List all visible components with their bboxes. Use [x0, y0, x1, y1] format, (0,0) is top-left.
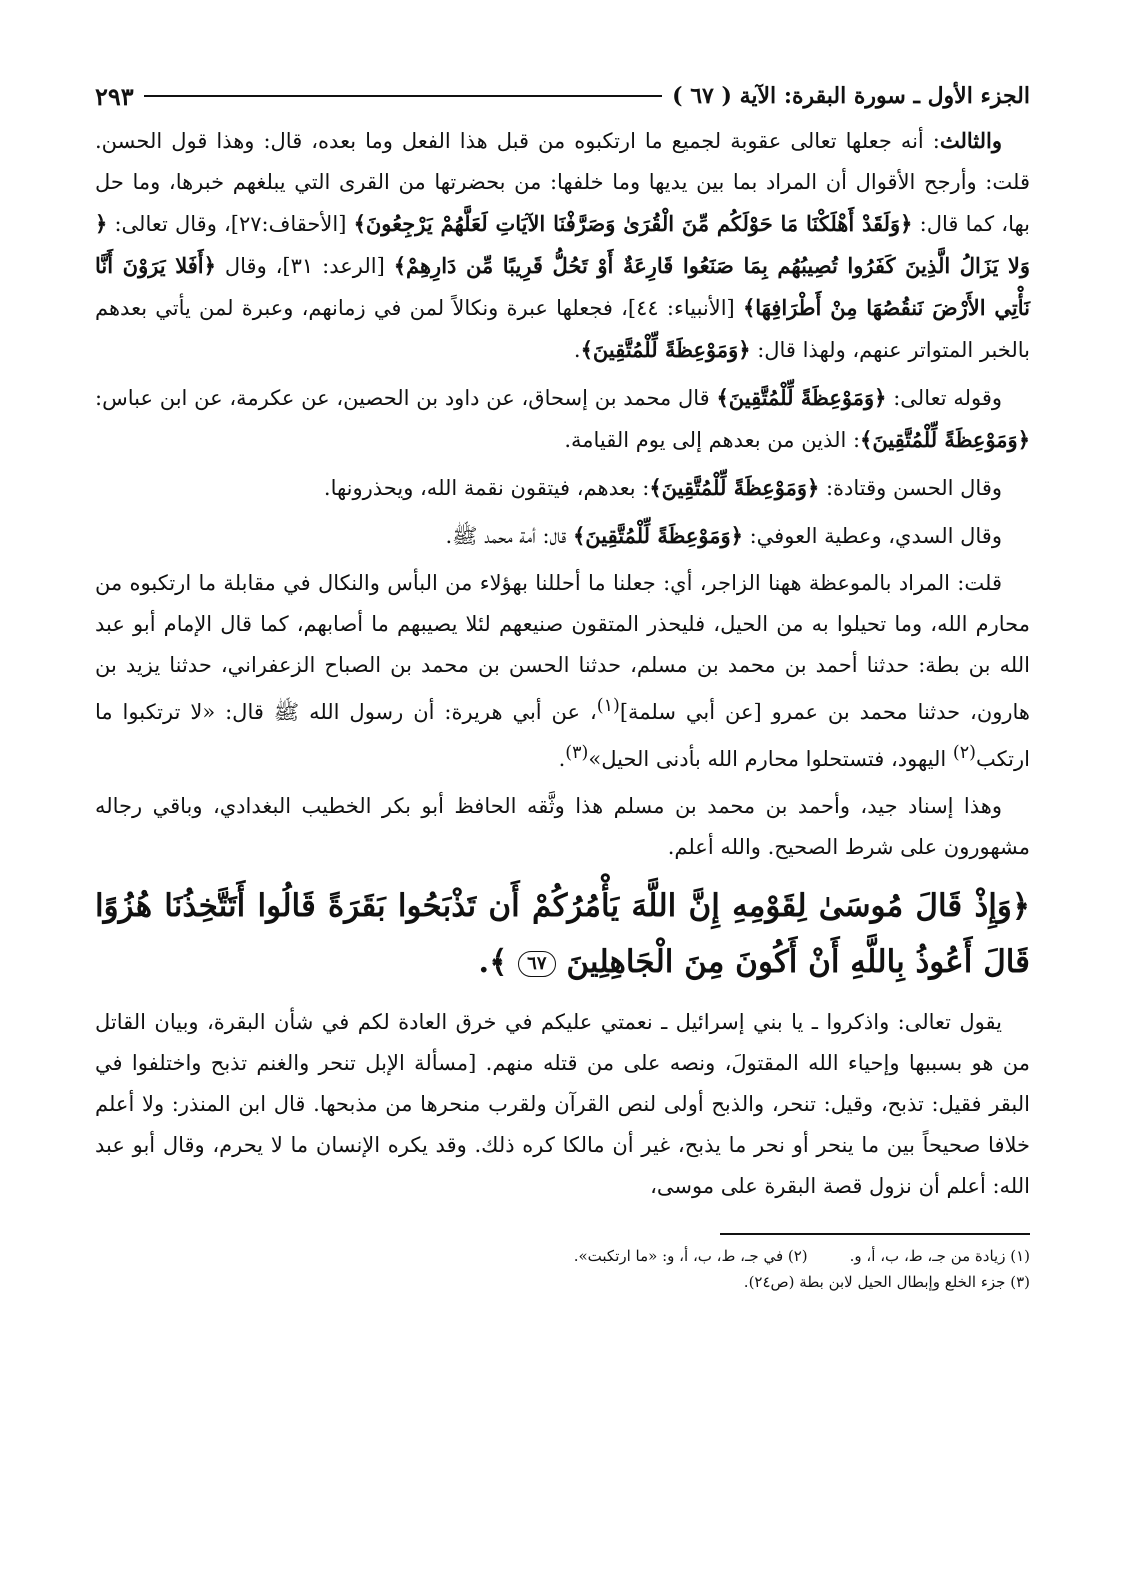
footnote-2: (٢) في جـ، ط، ب، أ، و: «ما ارتكبت».: [573, 1247, 808, 1265]
paragraph-2: [95, 377, 1030, 461]
paragraph-1: [95, 120, 1030, 371]
paragraph-4: [95, 515, 1030, 557]
main-text: [95, 120, 1030, 1207]
footnote-1: (١) زيادة من جـ، ط، ب، أ، و.: [849, 1247, 1030, 1265]
paragraph-text: [الأحقاف:٢٧]، وقال تعالى:: [107, 212, 354, 236]
paragraph-5: [95, 563, 1030, 780]
footnote-rule: [720, 1233, 1030, 1235]
running-header: [95, 78, 1030, 114]
verse-close: ﴾.: [478, 944, 508, 980]
page: [95, 78, 1030, 1295]
paragraph-lead: والثالث: [939, 128, 1002, 153]
paragraph-6: وهذا إسناد جيد، وأحمد بن محمد بن مسلم هذا وثَّقه الحافظ أبو بكر الخطيب البغدادي، وباقي رجاله مشهورون على شرط الصحيح. والله أعلم.: [95, 794, 1030, 859]
quran-quote: ﴿وَمَوْعِظَةً لِّلْمُتَّقِينَ﴾: [580, 337, 751, 362]
paragraph-text: : الذين من بعدهم إلى يوم القيامة.: [564, 428, 861, 452]
paragraph-text: وقال الحسن وقتادة:: [819, 476, 1002, 500]
quran-quote: ﴿وَمَوْعِظَةً لِّلْمُتَّقِينَ﴾: [572, 523, 743, 548]
footnote-ref[interactable]: (٢): [952, 743, 976, 763]
paragraph-text: وقال السدي، وعطية العوفي:: [742, 524, 1002, 548]
header-rule: [144, 95, 662, 97]
paragraph-text: وقوله تعالى:: [886, 386, 1003, 410]
paragraph-text: .: [573, 338, 581, 362]
paragraph-text: قلت: المراد بالموعظة ههنا الزاجر، أي: جعلنا ما أحللنا بهؤلاء من البأس والنكال في مقابلة ما ارتكبوه من محارم الله، وما تحيلوا به من الحيل، فليحذر المتقون صنيعهم لئلا يصيبهم ما أصابهم، كما قال الإمام أبو عبد الله بن بطة: حدثنا أحمد بن محمد بن مسلم، حدثنا الحسن بن محمد بن الصباح الزعفراني، حدثنا يزيد بن هارون، حدثنا محمد بن عمرو [عن أبي سلمة]: [95, 571, 1031, 724]
footnote-3: (٣) جزء الخلع وإبطال الحيل لابن بطة (ص٢٤).: [743, 1273, 1030, 1291]
paragraph-3: [95, 467, 1030, 509]
quran-quote: ﴿وَمَوْعِظَةً لِّلْمُتَّقِينَ﴾: [649, 475, 820, 500]
paragraph-text: : أنه جعلها تعالى عقوبة لجميع ما ارتكبوه من قبل هذا الفعل وما بعده، قال: وهذا قول الحسن. قلت: وأرجح الأقوال أن المراد بما بين يديها وما خلفها: من بحضرتها من القرى التي يبلغهم خبرها، وما حل بها، كما قال:: [95, 129, 1030, 236]
paragraph-7: يقول تعالى: واذكروا ـ يا بني إسرائيل ـ نعمتي عليكم في خرق العادة لكم في شأن البقرة، وبيان القاتل من هو بسببها وإحياء الله المقتولَ، ونصه على من قتله منهم. [مسألة الإبل تنحر والغنم تذبح واختلفوا في البقر فقيل: تذبح، وقيل: تنحر، والذبح أولى لنص القرآن ولقرب منحرها من مذبحها. قال ابن المنذر: ولا أعلم خلافا صحيحاً بين ما ينحر أو نحر ما يذبح، غير أن مالكا كره ذلك. وقد يكره الإنسان ما لا يحرم، وقال أبو عبد الله: أعلم أن نزول قصة البقرة على موسى،: [95, 1010, 1030, 1198]
paragraph-text: اليهود، فتستحلوا محارم الله بأدنى الحيل»: [588, 747, 953, 771]
footnote-ref[interactable]: (١): [596, 696, 620, 716]
paragraph-text: قال محمد بن إسحاق، عن داود بن الحصين، عن عكرمة، عن ابن عباس:: [95, 386, 717, 410]
quran-quote: ﴿أَفَلا يَرَوْنَ أَنَّا نَأْتِي الأَرْضَ نَنقُصُهَا مِنْ أَطْرَافِهَا﴾: [95, 253, 1030, 320]
verse-text: ﴿وَإِذْ قَالَ مُوسَىٰ لِقَوْمِهِ إِنَّ اللَّهَ يَأْمُرُكُمْ أَن تَذْبَحُوا بَقَرَةً قَالُوا أَتَتَّخِذُنَا هُزُوًا قَالَ أَعُوذُ بِاللَّهِ أَنْ أَكُونَ مِنَ الْجَاهِلِينَ: [95, 888, 1030, 980]
paragraph-text: .: [558, 747, 566, 771]
header-title: الجزء الأول ـ سورة البقرة: الآية ( ٦٧ ): [672, 83, 1030, 109]
quran-quote: ﴿وَمَوْعِظَةً لِّلْمُتَّقِينَ﴾: [716, 385, 887, 410]
quran-quote: ﴿ وَلا يَزَالُ الَّذِينَ كَفَرُوا تُصِيبُهُم بِمَا صَنَعُوا قَارِعَةٌ أَوْ تَحُلُّ قَرِيبًا مِّن دَارِهِمْ﴾: [95, 211, 1030, 278]
verse-block: [95, 878, 1030, 990]
footnote-ref[interactable]: (٣): [565, 743, 589, 763]
footnote-line-1: [95, 1243, 1030, 1269]
quran-quote: ﴿وَلَقَدْ أَهْلَكْنَا مَا حَوْلَكُم مِّنَ الْقُرَىٰ وَصَرَّفْنَا الآيَاتِ لَعَلَّهُمْ يَرْجِعُونَ﴾: [353, 211, 913, 236]
paragraph-text: [الأنبياء: ٤٤]، فجعلها عبرة ونكالاً لمن في زمانهم، وعبرة لمن يأتي بعدهم بالخبر المتواتر عنهم، ولهذا قال:: [95, 296, 1030, 362]
quran-quote: ﴿وَمَوْعِظَةً لِّلْمُتَّقِينَ﴾: [860, 427, 1030, 452]
verse-number-badge: ٦٧: [518, 951, 555, 977]
page-number: ٢٩٣: [95, 81, 134, 111]
paragraph-text: [الرعد: ٣١]، وقال: [215, 254, 394, 278]
paragraph-text: ، عن أبي هريرة: أن رسول الله ﷺ قال: «لا ترتكبوا ما ارتكب: [95, 700, 1030, 771]
paragraph-text: قال: أمة محمد ﷺ.: [445, 524, 573, 548]
paragraph-text: : بعدهم، فيتقون نقمة الله، ويحذرونها.: [323, 476, 650, 500]
